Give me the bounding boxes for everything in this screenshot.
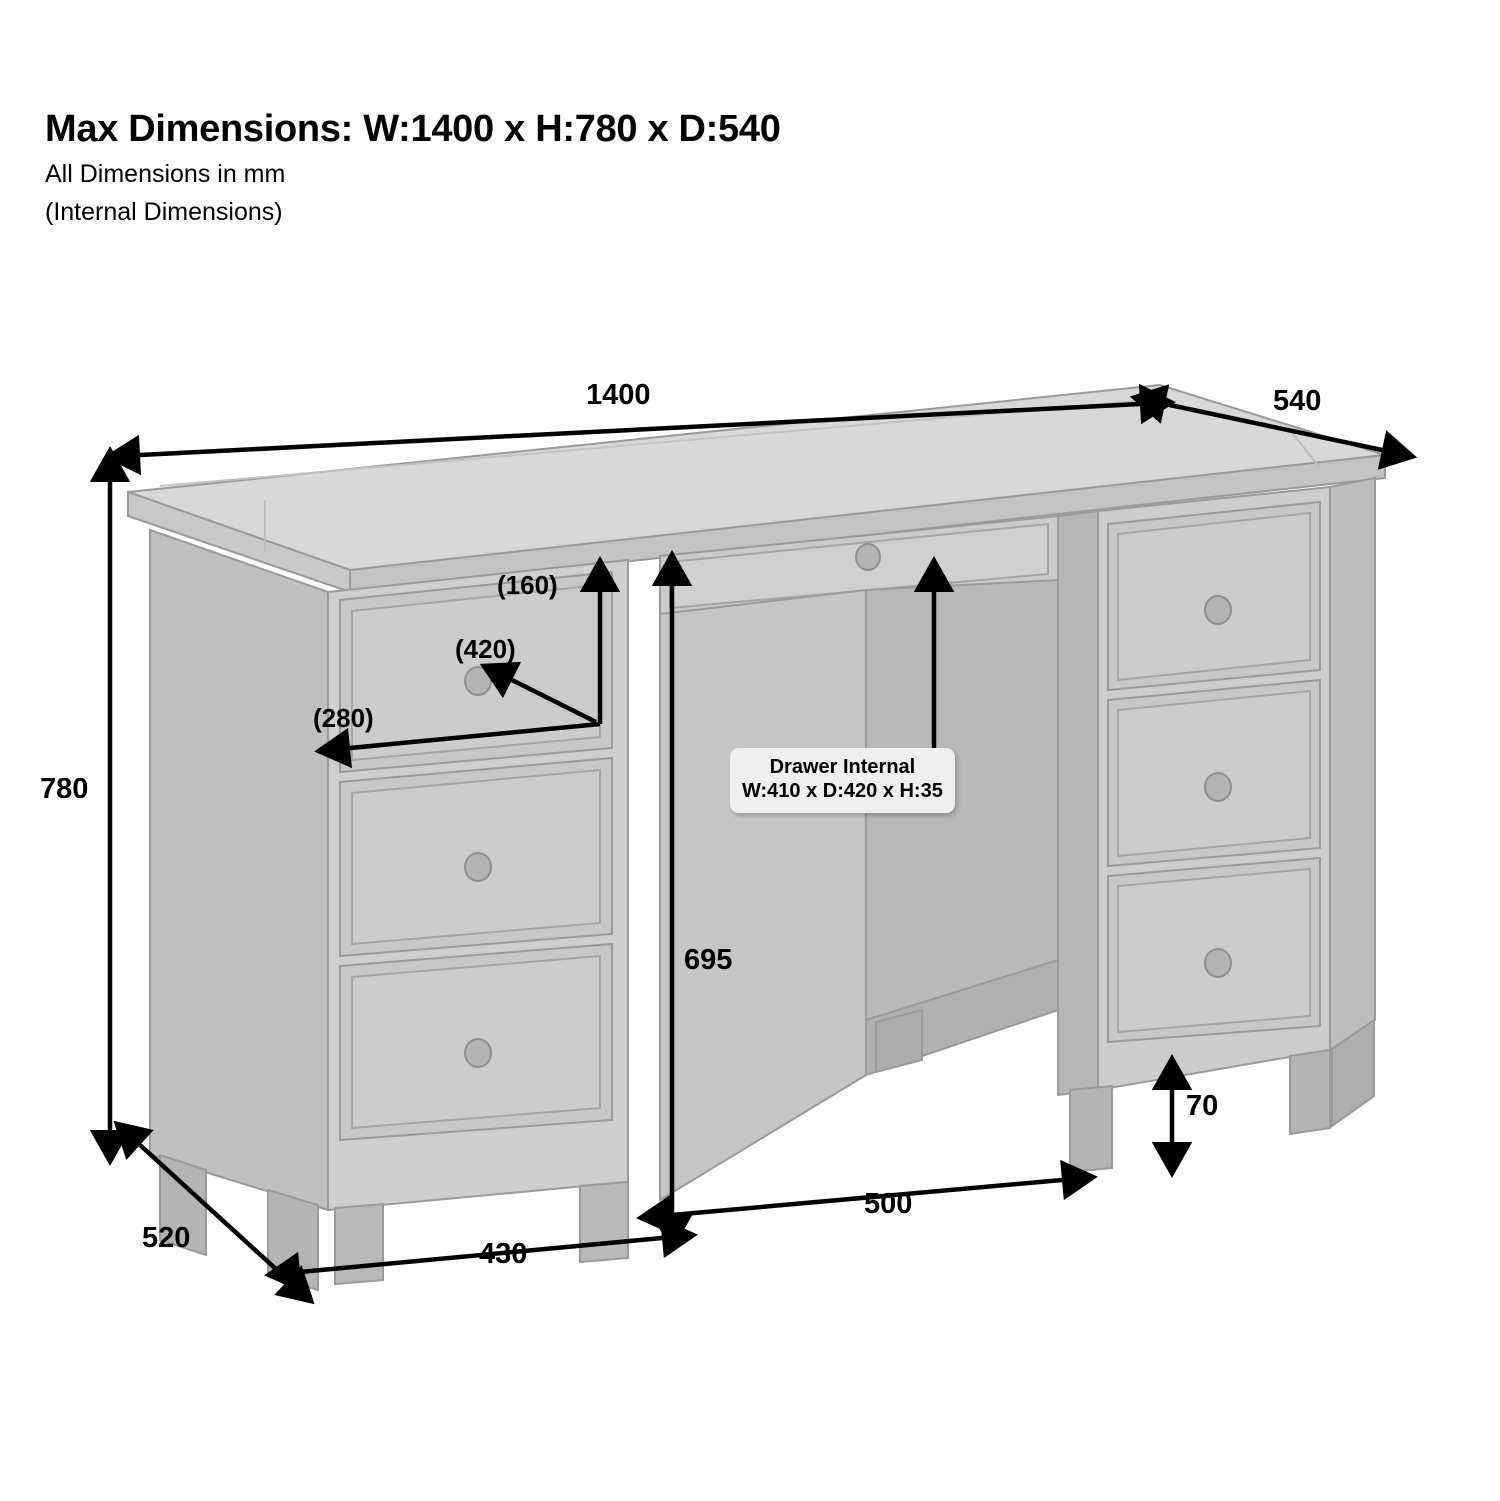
dim-label-depth-520: 520 — [142, 1222, 191, 1254]
dim-label-height-780: 780 — [40, 773, 89, 805]
dim-label-internal-height-160: (160) — [497, 570, 558, 600]
right-drawer-bottom — [1108, 858, 1320, 1042]
dim-label-knee-height-695: 695 — [684, 944, 733, 976]
callout-title: Drawer Internal — [769, 756, 916, 778]
dim-label-width-1400: 1400 — [586, 379, 651, 411]
header-subtitle-line2: (Internal Dimensions) — [45, 197, 283, 226]
right-drawer-middle — [1108, 680, 1320, 866]
page-title: Max Dimensions: W:1400 x H:780 x D:540 — [45, 108, 781, 150]
header-subtitle-line1: All Dimensions in mm — [45, 159, 286, 188]
knee-hole — [660, 580, 1058, 1200]
left-drawer-middle — [340, 758, 612, 956]
drawer-internal-callout — [730, 748, 955, 813]
right-drawer-top — [1108, 502, 1320, 690]
desk-illustration — [128, 385, 1385, 1290]
left-drawer-top — [340, 572, 612, 772]
callout-dimensions: W:410 x D:420 x H:35 — [742, 780, 943, 803]
dim-label-internal-depth-420: (420) — [455, 634, 516, 664]
right-pedestal — [1058, 478, 1375, 1172]
dim-label-knee-width-500: 500 — [864, 1188, 913, 1220]
dim-label-internal-width-280: (280) — [313, 703, 374, 733]
dim-label-pedestal-width-430: 430 — [479, 1238, 528, 1270]
dim-label-plinth-70: 70 — [1186, 1090, 1219, 1122]
left-drawer-bottom — [340, 944, 612, 1140]
dim-label-depth-540: 540 — [1273, 385, 1322, 417]
left-pedestal — [150, 530, 628, 1290]
